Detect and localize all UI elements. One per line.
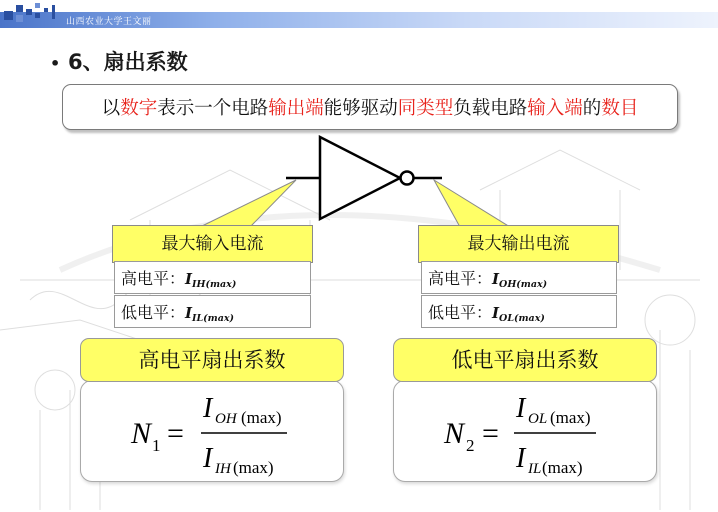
def-seg: 负载电路: [453, 98, 528, 119]
formula-lhs-sub: 2: [466, 436, 475, 455]
current-subscript: IL(max): [192, 313, 235, 324]
high-level-label: 高电平：: [428, 269, 493, 288]
formula-numerator: I: [516, 393, 526, 424]
formula-lhs: N: [444, 417, 465, 450]
formula-den-sub: IH: [215, 461, 231, 477]
bullet-dot: •: [50, 53, 61, 73]
def-highlight: 输出端: [268, 98, 324, 119]
def-highlight: 数字: [120, 98, 158, 119]
def-highlight: 同类型: [397, 98, 454, 119]
high-fanout-formula: [81, 381, 343, 481]
formula-num-sub: OH: [215, 411, 237, 427]
def-highlight: 数目: [601, 98, 639, 119]
current-subscript: OL(max): [499, 313, 545, 324]
def-highlight: 输入端: [527, 98, 583, 119]
formula-equals: =: [482, 417, 499, 450]
input-high-row: [114, 261, 311, 294]
formula-num-max: (max): [550, 408, 591, 427]
input-low-row: [114, 295, 311, 328]
formula-num-max: (max): [241, 408, 282, 427]
current-symbol: I: [185, 270, 193, 288]
def-seg: 以: [101, 98, 121, 119]
heading-text: 6、扇出系数: [68, 50, 188, 74]
formula-den-sub: IL: [528, 461, 542, 477]
formula-lhs: N: [131, 417, 152, 450]
header-title: 山西农业大学王文丽: [66, 17, 152, 27]
formula-num-sub: OL: [528, 411, 548, 427]
formula-denominator: I: [203, 443, 213, 474]
def-seg: 表示一个电路: [157, 98, 269, 119]
formula-equals: =: [167, 417, 184, 450]
formula-den-max: (max): [233, 458, 274, 477]
current-symbol: I: [492, 304, 500, 322]
formula-numerator: I: [203, 393, 213, 424]
high-level-label: 高电平：: [121, 269, 186, 288]
max-output-current-title: 最大输出电流: [418, 225, 619, 263]
current-symbol: I: [185, 304, 193, 322]
current-subscript: IH(max): [192, 279, 237, 290]
low-fanout-formula: [394, 381, 656, 481]
def-seg: 的: [582, 98, 602, 119]
output-low-row: [421, 295, 617, 328]
formula-denominator: I: [516, 443, 526, 474]
low-level-label: 低电平：: [428, 303, 493, 322]
low-level-label: 低电平：: [121, 303, 186, 322]
current-subscript: OH(max): [499, 279, 548, 290]
output-high-row: [421, 261, 617, 294]
formula-box-low: [393, 380, 657, 482]
low-fanout-title: 低电平扇出系数: [393, 338, 657, 382]
current-symbol: I: [492, 270, 500, 288]
high-fanout-title: 高电平扇出系数: [80, 338, 344, 382]
max-input-current-title: 最大输入电流: [112, 225, 313, 263]
formula-den-max: (max): [542, 458, 583, 477]
def-seg: 能够驱动: [323, 98, 398, 119]
formula-lhs-sub: 1: [152, 436, 161, 455]
formula-box-high: [80, 380, 344, 482]
